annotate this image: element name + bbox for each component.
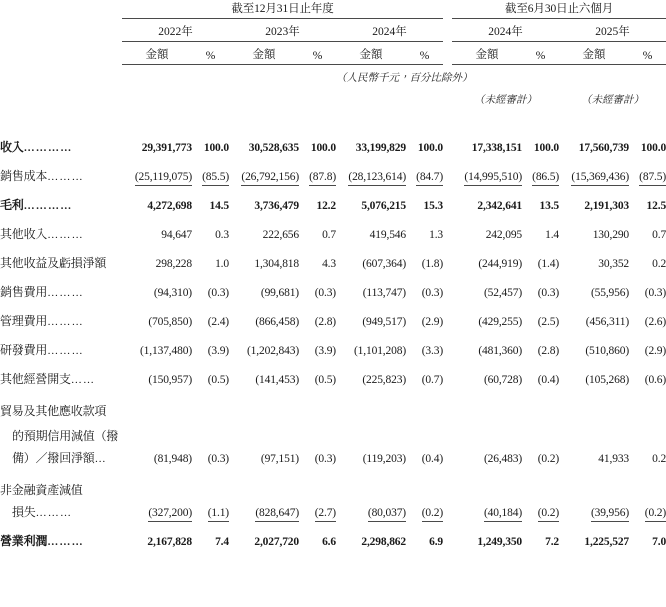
table-row-nonfin-label-line1 (0, 478, 666, 503)
cell-se-2022-amount: (94,310) (153, 287, 192, 299)
cell-ecl-2024-percent: (0.4) (421, 453, 444, 465)
cell-nfi-2025h1-amount: (39,956) (559, 503, 629, 532)
rule-percent-2024 (406, 62, 443, 70)
cell-ae-2024h1-percent: (2.5) (537, 316, 560, 328)
header-sub-row (0, 46, 666, 62)
cell-cos-2024-percent: (84.7) (406, 167, 443, 196)
header-gap-2 (443, 23, 452, 39)
cell-se-2024h1-percent: (0.3) (537, 287, 560, 299)
cell-se-2024-percent: (0.3) (421, 287, 444, 299)
cell-nfi-2024-percent: (0.2) (406, 503, 443, 532)
cell-gap (443, 138, 452, 167)
currency-note-row (0, 70, 666, 92)
cell-se-2023-percent: (0.3) (314, 287, 336, 299)
header-percent-2025-h1: % (642, 50, 653, 62)
cell-gap (443, 370, 452, 399)
cell-nfi-2024h1-amount: (40,184) (452, 503, 522, 532)
header-amount-2024: 金額 (359, 49, 383, 61)
cell-ogl-2022-percent: 1.0 (215, 258, 229, 270)
table-row-expected-credit-loss (0, 449, 666, 478)
note-spacer-2 (122, 70, 336, 92)
cell-gap (443, 225, 452, 254)
unaudited-note-2024-h1: （未經審計） (474, 95, 538, 106)
rule-amount-2022 (122, 62, 192, 70)
currency-note: （人民幣千元，百分比除外） (336, 73, 473, 84)
row-label-nonfin-line2: 損失……… (12, 505, 73, 519)
rule-amount-2024 (336, 62, 406, 70)
header-corner (0, 0, 122, 16)
table-row-operating-profit (0, 532, 666, 559)
note-spacer-4 (0, 92, 122, 118)
row-label-ecl-line1: 貿易及其他應收款項 (0, 404, 107, 418)
header-year-2024: 2024年 (372, 26, 407, 38)
cell-gap (443, 503, 452, 532)
cell-oi-2024-amount: 419,546 (369, 229, 406, 241)
cell-oi-2025h1-percent: 0.7 (652, 229, 666, 241)
rule-year-2024-h1 (452, 39, 559, 46)
rule-spacer-3 (0, 62, 122, 70)
cell-ecl-2022-percent: (0.3) (207, 453, 229, 465)
rule-year-2023 (229, 39, 336, 46)
row-label-selling-expenses: 銷售費用……… (0, 285, 84, 299)
rule-spacer-2 (0, 39, 122, 46)
cell-ogl-2024-amount: (607,364) (362, 258, 406, 270)
cell-gap (443, 532, 452, 559)
cell-ecl-2022-amount: (81,948) (153, 453, 192, 465)
cell-ooe-2022-amount: (150,957) (148, 374, 192, 386)
cell-rd-2022-percent: (3.9) (207, 345, 229, 357)
cell-se-2022-percent: (0.3) (207, 287, 229, 299)
cell-oi-2024h1-percent: 1.4 (545, 229, 560, 241)
header-group-left: 截至12月31日止年度 (231, 3, 334, 15)
table-row-selling-expenses (0, 283, 666, 312)
cell-revenue-2023-amount: 30,528,635 (248, 142, 299, 154)
table-row-nonfinancial-impairment (0, 503, 666, 532)
rule-year-2024 (336, 39, 443, 46)
cell-oi-2023-amount: 222,656 (262, 229, 299, 241)
header-percent-2024: % (419, 50, 430, 62)
cell-rd-2024h1-percent: (2.8) (537, 345, 560, 357)
table-row-rnd-expenses (0, 341, 666, 370)
cell-rd-2024-amount: (1,101,208) (353, 345, 406, 357)
table-row-other-operating-expenses (0, 370, 666, 399)
cell-gp-2022-percent: 14.5 (209, 200, 229, 212)
cell-op-2024h1-percent: 7.2 (545, 536, 560, 548)
cell-nfi-2024h1-percent: (0.2) (522, 503, 559, 532)
cell-ae-2025h1-amount: (456,311) (585, 316, 630, 328)
cell-ooe-2025h1-percent: (0.6) (644, 374, 666, 386)
rule-gap-2 (443, 39, 452, 46)
cell-gap (443, 449, 452, 478)
cell-ae-2024h1-amount: (429,255) (478, 316, 523, 328)
nonfin-line1-spacer (122, 478, 666, 503)
cell-ogl-2025h1-amount: 30,352 (598, 258, 630, 270)
table-row-ecl-label-line1 (0, 399, 666, 424)
cell-gp-2024h1-amount: 2,342,641 (477, 200, 523, 212)
cell-op-2025h1-amount: 1,225,527 (584, 536, 630, 548)
cell-ecl-2023-percent: (0.3) (314, 453, 336, 465)
cell-ecl-2024h1-percent: (0.2) (537, 453, 560, 465)
cell-gap (443, 196, 452, 225)
cell-se-2024-amount: (113,747) (362, 287, 406, 299)
header-gap-3 (443, 46, 452, 62)
cell-ogl-2024h1-amount: (244,919) (478, 258, 523, 270)
rule-percent-2023 (299, 62, 336, 70)
header-percent-2024-h1: % (535, 50, 546, 62)
row-label-other-operating-expenses: 其他經營開支…… (0, 372, 96, 386)
table-row-other-income (0, 225, 666, 254)
cell-ogl-2022-amount: 298,228 (155, 258, 192, 270)
note-spacer-1 (0, 70, 122, 92)
cell-op-2022-percent: 7.4 (215, 536, 229, 548)
cell-ogl-2023-percent: 4.3 (322, 258, 336, 270)
table-body (0, 138, 666, 559)
cell-nfi-2022-percent: (1.1) (192, 503, 229, 532)
cell-gp-2024-percent: 15.3 (423, 200, 444, 212)
cell-se-2023-amount: (99,681) (260, 287, 299, 299)
row-label-cost-of-sales: 銷售成本……… (0, 169, 84, 183)
cell-op-2022-amount: 2,167,828 (147, 536, 192, 548)
cell-ae-2022-amount: (705,850) (148, 316, 192, 328)
note-spacer-5 (122, 92, 452, 118)
cell-ooe-2023-percent: (0.5) (314, 374, 336, 386)
row-label-gross-profit: 毛利………… (0, 198, 73, 212)
cell-cos-2024-amount: (28,123,614) (336, 167, 406, 196)
cell-nfi-2023-percent: (2.7) (299, 503, 336, 532)
header-group-right: 截至6月30日止六個月 (504, 3, 614, 15)
cell-rd-2024-percent: (3.3) (421, 345, 444, 357)
cell-gp-2025h1-percent: 12.5 (646, 200, 666, 212)
cell-oi-2024-percent: 1.3 (429, 229, 444, 241)
cell-cos-2023-amount: (26,792,156) (229, 167, 299, 196)
unaudited-note-2025-h1: （未經審計） (581, 95, 645, 106)
header-body-spacer (0, 118, 666, 138)
cell-nfi-2025h1-percent: (0.2) (629, 503, 666, 532)
cell-op-2023-amount: 2,027,720 (254, 536, 299, 548)
cell-ooe-2024-amount: (225,823) (362, 374, 406, 386)
cell-ogl-2023-amount: 1,304,818 (254, 258, 299, 270)
cell-nfi-2024-amount: (80,037) (336, 503, 406, 532)
row-label-operating-profit: 營業利潤……… (0, 534, 84, 548)
ecl-line1-spacer (122, 399, 666, 424)
row-label-rnd-expenses: 研發費用……… (0, 343, 84, 357)
cell-ae-2023-amount: (866,458) (255, 316, 299, 328)
cell-ooe-2024h1-amount: (60,728) (483, 374, 523, 386)
cell-ae-2025h1-percent: (2.6) (644, 316, 666, 328)
cell-se-2025h1-percent: (0.3) (644, 287, 666, 299)
cell-ooe-2024h1-percent: (0.4) (537, 374, 560, 386)
rule-amount-2024-h1 (452, 62, 522, 70)
cell-cos-2022-amount: (25,119,075) (122, 167, 192, 196)
header-group-rule-row (0, 16, 666, 23)
note-spacer-3 (452, 70, 666, 92)
cell-cos-2024h1-percent: (86.5) (522, 167, 559, 196)
header-gap (443, 0, 452, 16)
cell-nfi-2022-amount: (327,200) (122, 503, 192, 532)
rule-amount-2025-h1 (559, 62, 629, 70)
cell-op-2025h1-percent: 7.0 (652, 536, 666, 548)
cell-ae-2024-amount: (949,517) (362, 316, 406, 328)
cell-op-2023-percent: 6.6 (322, 536, 336, 548)
cell-revenue-2025h1-percent: 100.0 (640, 142, 666, 154)
cell-ogl-2024h1-percent: (1.4) (537, 258, 560, 270)
header-year-2023: 2023年 (265, 26, 300, 38)
cell-op-2024-percent: 6.9 (429, 536, 444, 548)
cell-ecl-2025h1-amount: 41,933 (598, 453, 630, 465)
cell-oi-2022-amount: 94,647 (161, 229, 192, 241)
header-percent-2022: % (205, 50, 216, 62)
cell-ooe-2022-percent: (0.5) (207, 374, 229, 386)
cell-ooe-2023-amount: (141,453) (255, 374, 299, 386)
cell-cos-2025h1-percent: (87.5) (629, 167, 666, 196)
header-amount-2024-h1: 金額 (475, 49, 499, 61)
cell-op-2024-amount: 2,298,862 (361, 536, 406, 548)
rule-gap-3 (443, 62, 452, 70)
row-label-ecl-line2: 的預期信用減值（撥 (12, 429, 119, 443)
cell-ogl-2025h1-percent: 0.2 (652, 258, 666, 270)
cell-gap (443, 312, 452, 341)
cell-rd-2024h1-amount: (481,360) (478, 345, 523, 357)
cell-revenue-2024h1-percent: 100.0 (533, 142, 560, 154)
cell-cos-2023-percent: (87.8) (299, 167, 336, 196)
rule-percent-2025-h1 (629, 62, 666, 70)
header-group-row (0, 0, 666, 16)
rule-gap (443, 16, 452, 23)
header-year-2024-h1: 2024年 (488, 26, 523, 38)
cell-rd-2023-amount: (1,202,843) (246, 345, 299, 357)
row-label-admin-expenses: 管理費用……… (0, 314, 84, 328)
cell-gp-2023-percent: 12.2 (316, 200, 336, 212)
cell-ogl-2024-percent: (1.8) (421, 258, 444, 270)
row-label-nonfin-line1: 非金融資產減值 (0, 483, 83, 497)
cell-revenue-2024-amount: 33,199,829 (355, 142, 406, 154)
header-year-row (0, 23, 666, 39)
cell-cos-2022-percent: (85.5) (192, 167, 229, 196)
cell-rd-2025h1-amount: (510,860) (585, 345, 630, 357)
row-label-ecl-line3: 備）／撥回淨額… (12, 451, 107, 465)
table-row-gross-profit (0, 196, 666, 225)
cell-gap (443, 341, 452, 370)
table-row-other-gains-losses (0, 254, 666, 283)
table-row-revenue (0, 138, 666, 167)
row-label-revenue: 收入………… (0, 140, 73, 154)
header-sub-rule-row (0, 62, 666, 70)
rule-spacer (0, 16, 122, 23)
cell-ae-2022-percent: (2.4) (207, 316, 229, 328)
table-row-cost-of-sales (0, 167, 666, 196)
table-header (0, 0, 666, 138)
cell-revenue-2022-amount: 29,391,773 (141, 142, 192, 154)
cell-rd-2022-amount: (1,137,480) (139, 345, 192, 357)
cell-nfi-2023-amount: (828,647) (229, 503, 299, 532)
cell-ecl-2024-amount: (119,203) (362, 453, 406, 465)
cell-se-2025h1-amount: (55,956) (590, 287, 630, 299)
rule-group-left (122, 16, 443, 23)
unaudited-note-row (0, 92, 666, 118)
cell-se-2024h1-amount: (52,457) (483, 287, 523, 299)
cell-revenue-2024-percent: 100.0 (417, 142, 444, 154)
table-row-admin-expenses (0, 312, 666, 341)
ecl-line2-spacer (122, 424, 666, 449)
cell-ae-2024-percent: (2.9) (421, 316, 444, 328)
header-year-2022: 2022年 (158, 26, 193, 38)
rule-year-2022 (122, 39, 229, 46)
table-row-ecl-label-line2 (0, 424, 666, 449)
cell-gp-2024h1-percent: 13.5 (539, 200, 560, 212)
cell-rd-2025h1-percent: (2.9) (644, 345, 666, 357)
header-amount-2022: 金額 (145, 49, 169, 61)
cell-oi-2022-percent: 0.3 (215, 229, 229, 241)
cell-gp-2024-amount: 5,076,215 (361, 200, 406, 212)
rule-percent-2024-h1 (522, 62, 559, 70)
cell-revenue-2025h1-amount: 17,560,739 (578, 142, 630, 154)
header-year-2025-h1: 2025年 (595, 26, 630, 38)
cell-revenue-2022-percent: 100.0 (203, 142, 229, 154)
header-corner-2 (0, 23, 122, 39)
cell-gap (443, 283, 452, 312)
rule-year-2025-h1 (559, 39, 666, 46)
rule-group-right (452, 16, 666, 23)
cell-cos-2024h1-amount: (14,995,510) (452, 167, 522, 196)
cell-ecl-2025h1-percent: 0.2 (652, 453, 666, 465)
cell-op-2024h1-amount: 1,249,350 (477, 536, 523, 548)
rule-amount-2023 (229, 62, 299, 70)
cell-rd-2023-percent: (3.9) (314, 345, 336, 357)
cell-oi-2023-percent: 0.7 (322, 229, 336, 241)
header-percent-2023: % (312, 50, 323, 62)
cell-oi-2024h1-amount: 242,095 (485, 229, 523, 241)
cell-oi-2025h1-amount: 130,290 (592, 229, 630, 241)
cell-ae-2023-percent: (2.8) (314, 316, 336, 328)
cell-ecl-2023-amount: (97,151) (260, 453, 299, 465)
cell-ecl-2024h1-amount: (26,483) (483, 453, 523, 465)
row-label-other-income: 其他收入……… (0, 227, 84, 241)
cell-gp-2025h1-amount: 2,191,303 (584, 200, 630, 212)
row-label-other-gains-losses: 其他收益及虧損淨額 (0, 256, 107, 270)
cell-ooe-2025h1-amount: (105,268) (585, 374, 630, 386)
cell-cos-2025h1-amount: (15,369,436) (559, 167, 629, 196)
cell-gp-2022-amount: 4,272,698 (147, 200, 192, 212)
cell-revenue-2024h1-amount: 17,338,151 (471, 142, 523, 154)
header-amount-2023: 金額 (252, 49, 276, 61)
cell-gp-2023-amount: 3,736,479 (254, 200, 299, 212)
header-corner-3 (0, 46, 122, 62)
rule-percent-2022 (192, 62, 229, 70)
header-year-rule-row (0, 39, 666, 46)
header-amount-2025-h1: 金額 (582, 49, 606, 61)
cell-gap (443, 254, 452, 283)
cell-revenue-2023-percent: 100.0 (310, 142, 336, 154)
cell-gap (443, 167, 452, 196)
cell-ooe-2024-percent: (0.7) (421, 374, 444, 386)
